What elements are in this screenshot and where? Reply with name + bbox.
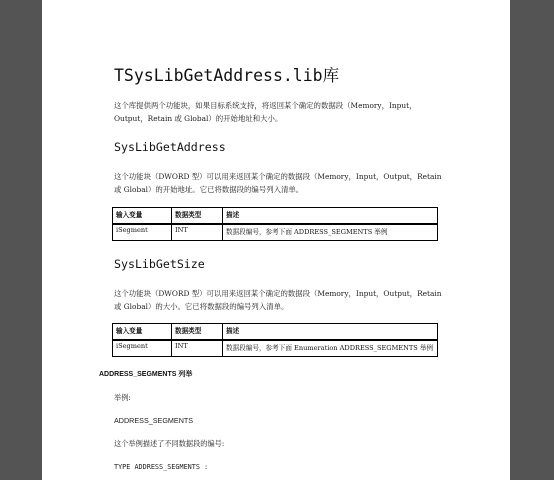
example-label: 举例: (114, 393, 131, 402)
table-header: 输入变量 (113, 324, 172, 341)
table-cell: INT (172, 340, 223, 357)
enum-heading: ADDRESS_SEGMENTS 列举 (99, 371, 193, 378)
table-header: 描述 (223, 324, 438, 341)
table-row (113, 340, 438, 357)
table-row (113, 224, 438, 241)
table-cell: iSegment (113, 340, 172, 357)
getsize-desc-2: 或 Global）的大小。它已将数据段的编号列入清单。 (114, 302, 289, 311)
getsize-table (112, 323, 438, 357)
table-header-row (113, 208, 438, 225)
getaddress-desc-1: 这个功能块（DWORD 型）可以用来返回某个确定的数据段（Memory，Input，Output，Retain (114, 172, 442, 181)
table-cell: 数据段编号，参考下面 Enumeration ADDRESS_SEGMENTS 举例 (223, 340, 438, 357)
intro-line-1: 这个库提供两个功能块，如果目标系统支持，将返回某个确定的数据段（Memory，Input， (114, 101, 417, 110)
table-cell: INT (172, 224, 223, 241)
table-cell: iSegment (113, 224, 172, 241)
getsize-desc-1: 这个功能块（DWORD 型）可以用来返回某个确定的数据段（Memory，Input，Output，Retain (114, 289, 442, 298)
table-cell: 数据段编号，参考下面 ADDRESS_SEGMENTS 举例 (223, 224, 438, 241)
example-name: ADDRESS_SEGMENTS (114, 416, 194, 425)
example-desc: 这个举例描述了不同数据段的编号: (114, 439, 225, 448)
table-header: 数据类型 (172, 208, 223, 225)
table-header-row (113, 324, 438, 341)
intro-line-2: Output，Retain 或 Global）的开始地址和大小。 (114, 114, 283, 123)
section-heading-getaddress: SysLibGetAddress (114, 140, 226, 154)
section-heading-getsize: SysLibGetSize (114, 257, 205, 271)
table-header: 数据类型 (172, 324, 223, 341)
table-header: 描述 (223, 208, 438, 225)
getaddress-table (112, 207, 438, 241)
page-title: TSysLibGetAddress.lib库 (114, 66, 340, 85)
code-line: TYPE ADDRESS_SEGMENTS : (114, 463, 209, 471)
document-page (42, 0, 510, 480)
getaddress-desc-2: 或 Global）的开始地址。它已将数据段的编号列入清单。 (114, 185, 304, 194)
table-header: 输入变量 (113, 208, 172, 225)
